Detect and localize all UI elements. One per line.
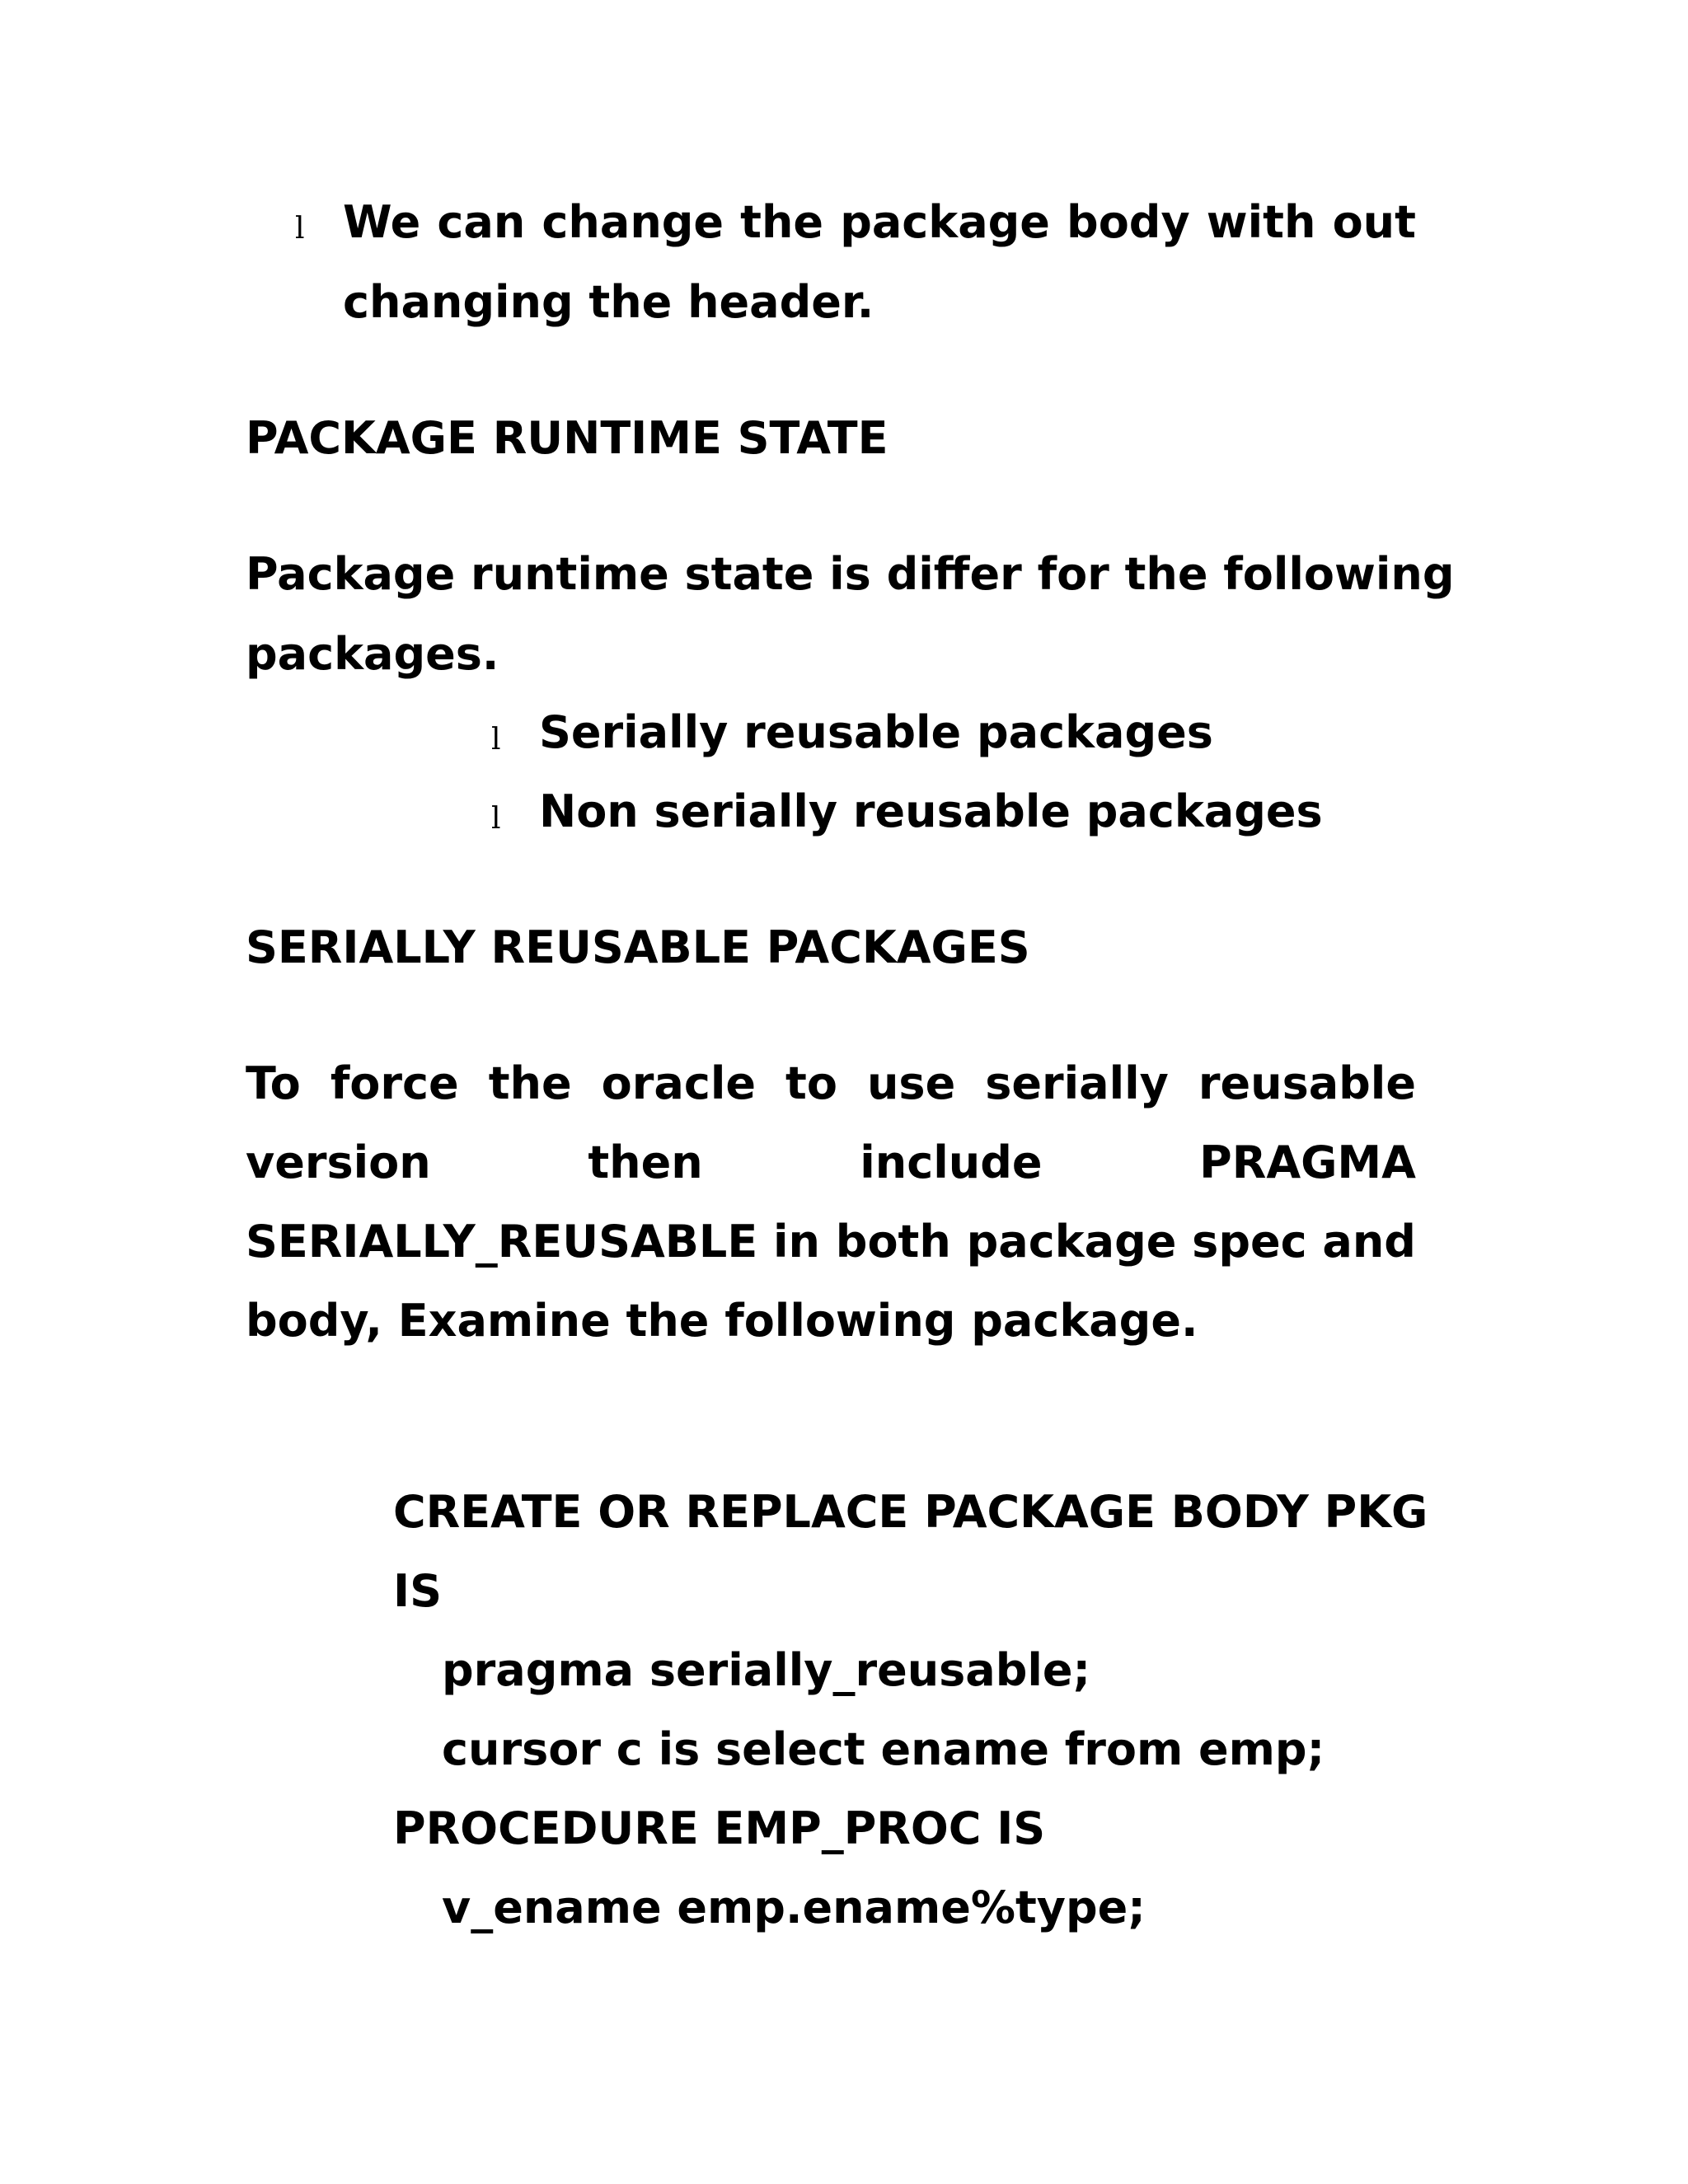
word: PRAGMA [1199, 1137, 1416, 1188]
word: We [343, 196, 421, 248]
word: serially [985, 1057, 1169, 1109]
word: both [835, 1216, 951, 1268]
word: force [330, 1057, 459, 1109]
code-line-create-package-body: CREATE OR REPLACE PACKAGE BODY PKG [393, 1486, 1428, 1538]
serial-paragraph-line-3 [246, 1216, 1416, 1268]
serial-paragraph-line-1 [246, 1057, 1416, 1109]
code-line-procedure: PROCEDURE EMP_PROC IS [393, 1802, 1046, 1854]
bullet-marker: l [491, 802, 501, 836]
word: include [860, 1137, 1043, 1188]
heading-package-runtime-state: PACKAGE RUNTIME STATE [246, 412, 889, 464]
code-line-pragma: pragma serially_reusable; [442, 1644, 1091, 1696]
word: spec [1192, 1216, 1307, 1268]
word: To [246, 1057, 301, 1109]
code-line-variable: v_ename emp.ename%type; [442, 1882, 1146, 1933]
code-line-cursor: cursor c is select ename from emp; [442, 1723, 1325, 1775]
intro-bullet-line-2: changing the header. [343, 276, 874, 328]
word: reusable [1198, 1057, 1416, 1109]
word: version [246, 1137, 431, 1188]
word: and [1322, 1216, 1416, 1268]
word: the [740, 196, 824, 248]
serial-paragraph-line-4: body, Examine the following package. [246, 1295, 1198, 1347]
word: use [866, 1057, 956, 1109]
serial-paragraph-line-2 [246, 1137, 1416, 1188]
word: to [785, 1057, 837, 1109]
word: SERIALLY_REUSABLE [246, 1216, 758, 1268]
word: change [542, 196, 724, 248]
bullet-marker: l [491, 723, 501, 757]
runtime-paragraph-line-1: Package runtime state is differ for the following [246, 548, 1455, 600]
word: package [840, 196, 1050, 248]
heading-serially-reusable-packages: SERIALLY REUSABLE PACKAGES [246, 921, 1030, 973]
word: body [1067, 196, 1190, 248]
word: with [1206, 196, 1316, 248]
bullet-marker: l [295, 212, 305, 246]
word: oracle [601, 1057, 756, 1109]
intro-bullet-line-1 [343, 196, 1416, 248]
word: in [773, 1216, 820, 1268]
word: the [488, 1057, 572, 1109]
package-type-non-serially-reusable: Non serially reusable packages [539, 785, 1323, 837]
package-type-serially-reusable: Serially reusable packages [539, 706, 1213, 758]
word: can [437, 196, 526, 248]
runtime-paragraph-line-2: packages. [246, 628, 499, 680]
word: then [588, 1137, 703, 1188]
code-line-is: IS [393, 1565, 442, 1617]
word: out [1332, 196, 1416, 248]
word: package [966, 1216, 1177, 1268]
